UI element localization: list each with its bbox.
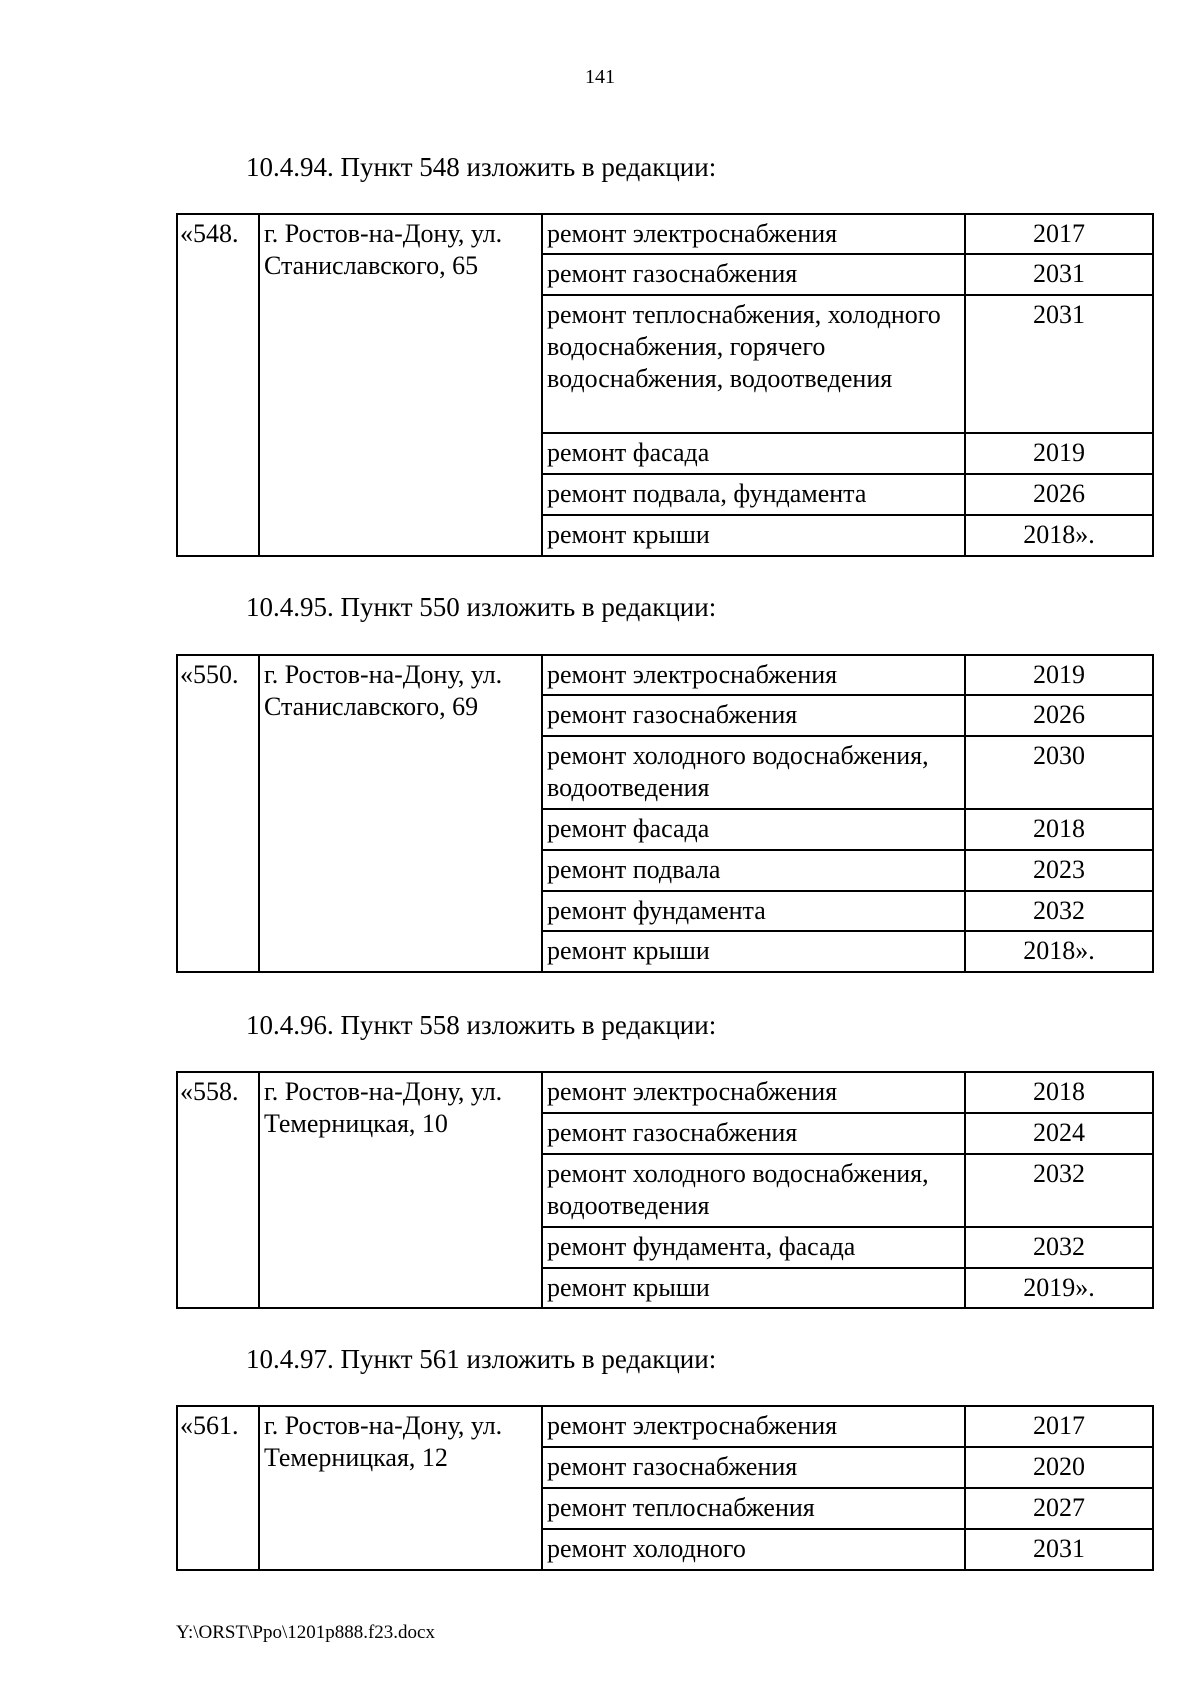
year-cell: 2030 [965,736,1153,809]
year-cell: 2032 [965,1154,1153,1227]
work-cell: ремонт крыши [542,1268,965,1308]
section-heading: 10.4.95. Пункт 550 изложить в редакции: [246,592,717,622]
work-cell: ремонт электроснабжения [542,1072,965,1113]
year-cell: 2018». [965,515,1153,556]
year-cell: 2023 [965,850,1153,891]
work-cell: ремонт теплоснабжения, холодного водоснабжения, горячего водоснабжения, водоотведения [542,295,965,433]
work-cell: ремонт теплоснабжения [542,1488,965,1529]
work-cell: ремонт фасада [542,433,965,474]
item-number: «550. [177,655,259,972]
work-cell: ремонт фундамента [542,891,965,931]
item-address: г. Ростов-на-Дону, ул. Темерницкая, 10 [259,1072,542,1308]
work-cell: ремонт холодного водоснабжения, водоотведения [542,1154,965,1227]
section-heading: 10.4.97. Пункт 561 изложить в редакции: [246,1344,717,1374]
section-heading: 10.4.96. Пункт 558 изложить в редакции: [246,1010,717,1040]
item-address: г. Ростов-на-Дону, ул. Станиславского, 69 [259,655,542,972]
table-row [177,655,1153,695]
item-number: «548. [177,214,259,556]
work-cell: ремонт фундамента, фасада [542,1227,965,1268]
work-cell: ремонт холодного [542,1529,965,1570]
year-cell: 2032 [965,891,1153,931]
section-table [176,1405,1154,1571]
year-cell: 2017 [965,1406,1153,1447]
year-cell: 2019». [965,1268,1153,1308]
year-cell: 2031 [965,295,1153,433]
work-cell: ремонт холодного водоснабжения, водоотведения [542,736,965,809]
work-cell: ремонт газоснабжения [542,695,965,736]
work-cell: ремонт электроснабжения [542,214,965,254]
item-address: г. Ростов-на-Дону, ул. Темерницкая, 12 [259,1406,542,1570]
work-cell: ремонт газоснабжения [542,1447,965,1488]
year-cell: 2018». [965,931,1153,972]
work-cell: ремонт электроснабжения [542,655,965,695]
work-cell: ремонт подвала [542,850,965,891]
work-cell: ремонт крыши [542,931,965,972]
year-cell: 2031 [965,1529,1153,1570]
year-cell: 2026 [965,474,1153,515]
work-cell: ремонт подвала, фундамента [542,474,965,515]
year-cell: 2026 [965,695,1153,736]
year-cell: 2027 [965,1488,1153,1529]
year-cell: 2024 [965,1113,1153,1154]
item-address: г. Ростов-на-Дону, ул. Станиславского, 65 [259,214,542,556]
section-table [176,213,1154,557]
year-cell: 2020 [965,1447,1153,1488]
item-number: «561. [177,1406,259,1570]
year-cell: 2017 [965,214,1153,254]
work-cell: ремонт газоснабжения [542,254,965,295]
document-path: Y:\ORST\Ppo\1201p888.f23.docx [176,1622,435,1643]
work-cell: ремонт газоснабжения [542,1113,965,1154]
section-table [176,1071,1154,1309]
table-row [177,1406,1153,1447]
year-cell: 2019 [965,433,1153,474]
year-cell: 2032 [965,1227,1153,1268]
table-row [177,1072,1153,1113]
year-cell: 2018 [965,1072,1153,1113]
table-row [177,214,1153,254]
section-heading: 10.4.94. Пункт 548 изложить в редакции: [246,152,717,182]
year-cell: 2019 [965,655,1153,695]
page-number: 141 [585,66,615,88]
work-cell: ремонт электроснабжения [542,1406,965,1447]
year-cell: 2018 [965,809,1153,850]
work-cell: ремонт крыши [542,515,965,556]
section-table [176,654,1154,973]
work-cell: ремонт фасада [542,809,965,850]
year-cell: 2031 [965,254,1153,295]
item-number: «558. [177,1072,259,1308]
